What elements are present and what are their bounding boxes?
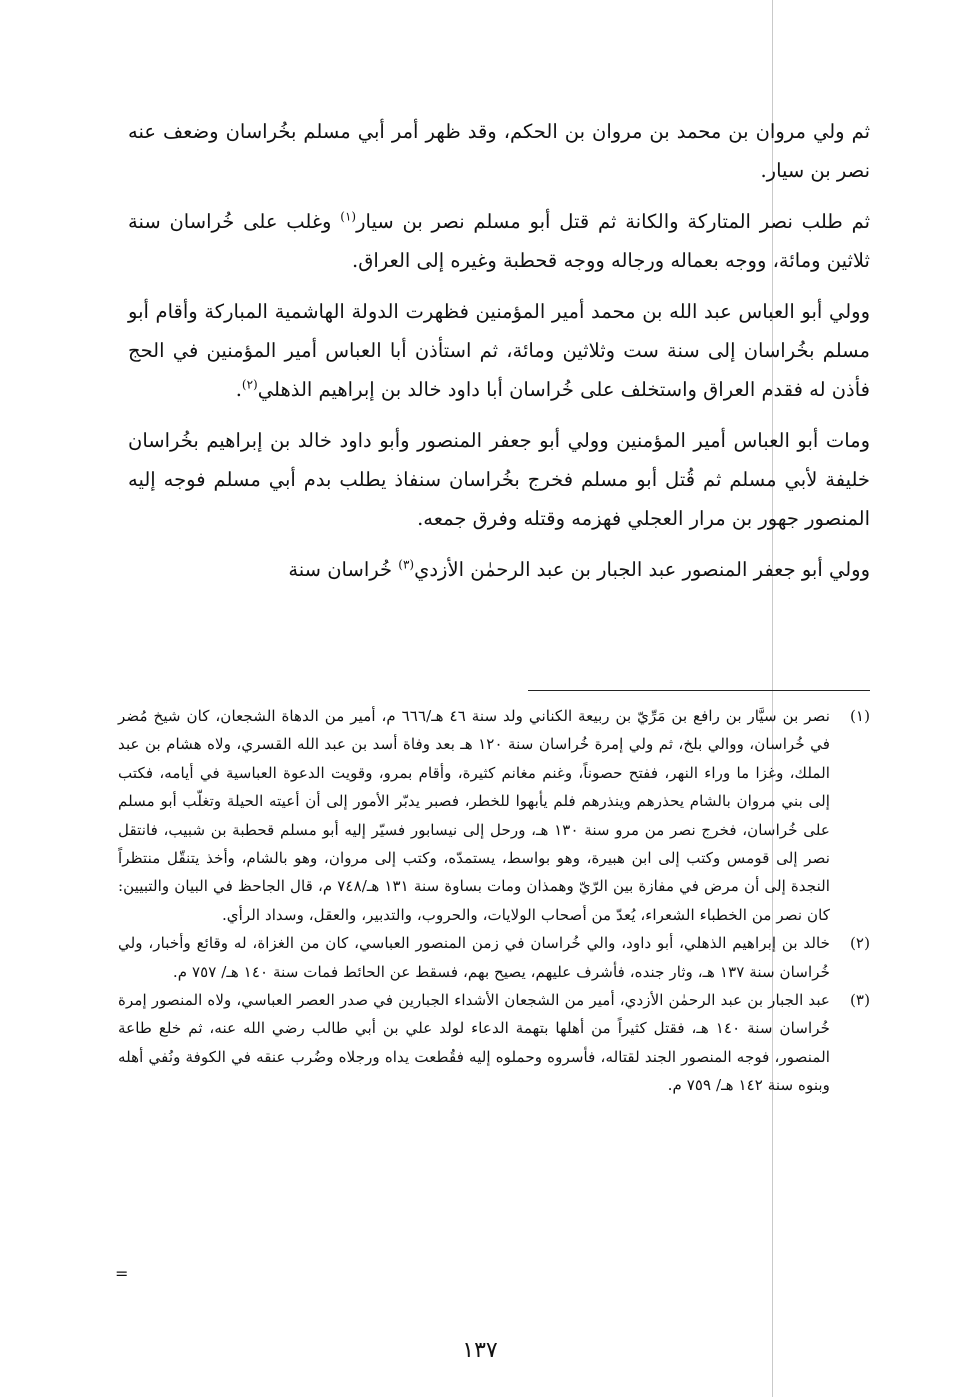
paragraph-text: . [235,378,242,401]
footnote-number: (٢) [849,934,870,953]
paragraph-text: وولي أبو العباس عبد الله بن محمد أمير المؤمنين فظهرت الدولة الهاشمية المباركة وأقام أبو مسلم بخُراسان إلى سنة ست وثلاثين ومائة، ثم استأذن أبا العباس أمير المؤمنين في الحج فأذن له فقدم العراق واستخلف على خُراسان أبا داود خالد بن إبراهيم الذهلي [128,300,870,401]
main-text [128,112,870,601]
paragraph-text: وولي أبو جعفر المنصور عبد الجبار بن عبد الرحمٰن الأزدي [414,558,870,581]
paragraph [128,202,870,280]
page-number: ١٣٧ [462,1338,498,1363]
footnote-text: عبد الجبار بن عبد الرحمٰن الأزدي، أمير من الشجعان الأشداء الجبارين في صدر العصر العباسي، ولاه المنصور إمرة خُراسان سنة ١٤٠ هـ، فقتل كثيراً من أهلها بتهمة الدعاء لولد علي بن أبي طالب رضي الله عنه، ثم خلع طاعة المنصور، فوجه المنصور الجند لقتاله، فأسروه وحملوه إليه فقُطعت يداه ورجلاه وضُرب عنقه في الكوفة ونُفي أهله وبنوه سنة ١٤٢ هـ/ ٧٥٩ م. [118,991,830,1095]
paragraph: ثم ولي مروان بن محمد بن مروان بن الحكم، وقد ظهر أمر أبي مسلم بخُراسان وضعف عنه نصر بن سيار. [128,120,870,182]
footnote [118,986,870,1100]
footnote-text: نصر بن سيَّار بن رافع بن مَرِّيّ بن ربيعة الكناني ولد سنة ٤٦ هـ/٦٦٦ م، أمير من الدهاة الشجعان، كان شيخ مُضر في خُراسان، ووالي بلخ، ثم ولي إمرة خُراسان سنة ١٢٠ هـ بعد وفاة أسد بن عبد الله القسري، ولاه هشام بن عبد الملك، وغزا ما وراء النهر، ففتح حصوناً، وغنم مغانم كثيرة، وأقام بمرو، وقويت الدعوة العباسية في أيامه، فكتب إلى بني مروان بالشام يحذرهم وينذرهم فلم يأبهوا للخطر، فصبر يدبّر الأمور إلى أن أعيته الحيلة وتغلّب أبو مسلم على خُراسان، فخرج نصر من مرو سنة ١٣٠ هـ، ورحل إلى نيسابور فسيّر إليه أبو مسلم قحطبة بن شبيب، فانتقل نصر إلى قومس وكتب إلى ابن هبيرة، وهو بواسط، يستمدّه، وكتب إلى مروان، وهو بالشام، وأخذ يتنقّل منتظراً النجدة إلى أن مرض في مفازة بين الرّيّ وهمذان ومات بساوة سنة ١٣١ هـ/٧٤٨ م، قال الجاحظ في البيان والتبيين: كان نصر من الخطباء الشعراء، يُعدّ من أصحاب الولايات، والحروب، والتدبير، والعقل، وسداد الرأي. [118,707,831,924]
continuation-mark: = [115,1264,129,1283]
footnote-ref: (١) [340,209,357,224]
paragraph-text: وغلب على خُراسان سنة ثلاثين ومائة، ووجه بعماله ورجاله ووجه قحطبة وغيره إلى العراق. [128,210,870,272]
footnotes [118,702,870,1100]
footnote-ref: (٢) [241,377,258,392]
paragraph-text: ثم طلب نصر المتاركة والكانة ثم قتل أبو مسلم نصر بن سيار [356,210,870,233]
paragraph: ومات أبو العباس أمير المؤمنين وولي أبو جعفر المنصور وأبو داود خالد بن إبراهيم بخُراسان خليفة لأبي مسلم ثم قُتل أبو مسلم فخرج بخُراسان سنفاذ يطلب بدم أبي مسلم فوجه إليه المنصور جهور بن مرار العجلي فهزمه وقتله وفرق جمعه. [128,429,870,530]
footnote-ref: (٣) [398,557,415,572]
paragraph [128,550,870,589]
footnote-text: خالد بن إبراهيم الذهلي، أبو داود، والي خُراسان في زمن المنصور العباسي، كان من الغزاة، له وقائع وأخبار، ولي خُراسان سنة ١٣٧ هـ، وثار جنده، فأشرف عليهم، يصيح بهم، فسقط عن الحائط فمات سنة ١٤٠ هـ/ ٧٥٧ م. [118,934,830,981]
paragraph-text: خُراسان سنة [288,558,399,581]
footnote [118,929,870,986]
footnote-divider [528,690,870,691]
paragraph [128,292,870,409]
footnote-number: (٣) [849,991,870,1010]
footnote [118,702,870,929]
footnote-number: (١) [849,707,870,725]
